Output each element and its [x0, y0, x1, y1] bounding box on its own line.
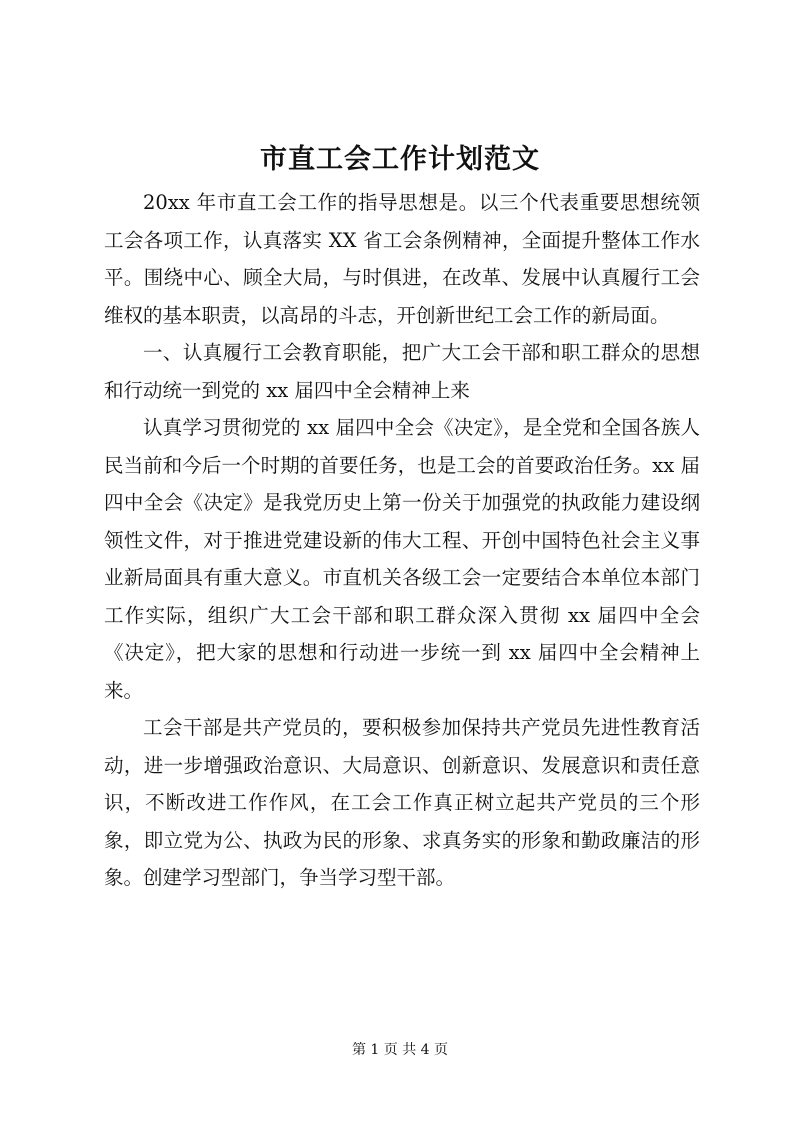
- paragraph-study-decision: 认真学习贯彻党的 xx 届四中全会《决定》，是全党和全国各族人民当前和今后一个时期的首要任务，也是工会的首要政治任务。xx 届四中全会《决定》是我党历史上第一份关于加强党的执政能力建设纲领性文件，对于推进党建设新的伟大工程、开创中国特色社会主义事业新局面具有重大意义。市直机关各级工会一定要结合本单位本部门工作实际，组织广大工会干部和职工群众深入贯彻 xx 届四中全会《决定》，把大家的思想和行动进一步统一到 xx 届四中全会精神上来。: [104, 416, 700, 702]
- paragraph-cadre-education: 工会干部是共产党员的，要积极参加保持共产党员先进性教育活动，进一步增强政治意识、大局意识、创新意识、发展意识和责任意识，不断改进工作作风，在工会工作真正树立起共产党员的三个形象，即立党为公、执政为民的形象、求真务实的形象和勤政廉洁的形象。创建学习型部门，争当学习型干部。: [104, 716, 700, 889]
- page-number-footer: 第 1 页 共 4 页: [351, 1042, 449, 1058]
- paragraph-guiding-thought: 20xx 年市直工会工作的指导思想是。以三个代表重要思想统领工会各项工作，认真落实 XX 省工会条例精神，全面提升整体工作水平。围绕中心、顾全大局，与时俱进，在改革、发展中认真履行工会维权的基本职责，以高昂的斗志，开创新世纪工会工作的新局面。: [104, 191, 700, 327]
- document-title: 市直工会工作计划范文: [260, 144, 540, 175]
- paragraph-section-one-heading: 一、认真履行工会教育职能，把广大工会干部和职工群众的思想和行动统一到党的 xx 届四中全会精神上来: [104, 341, 700, 402]
- document-body: [104, 184, 700, 897]
